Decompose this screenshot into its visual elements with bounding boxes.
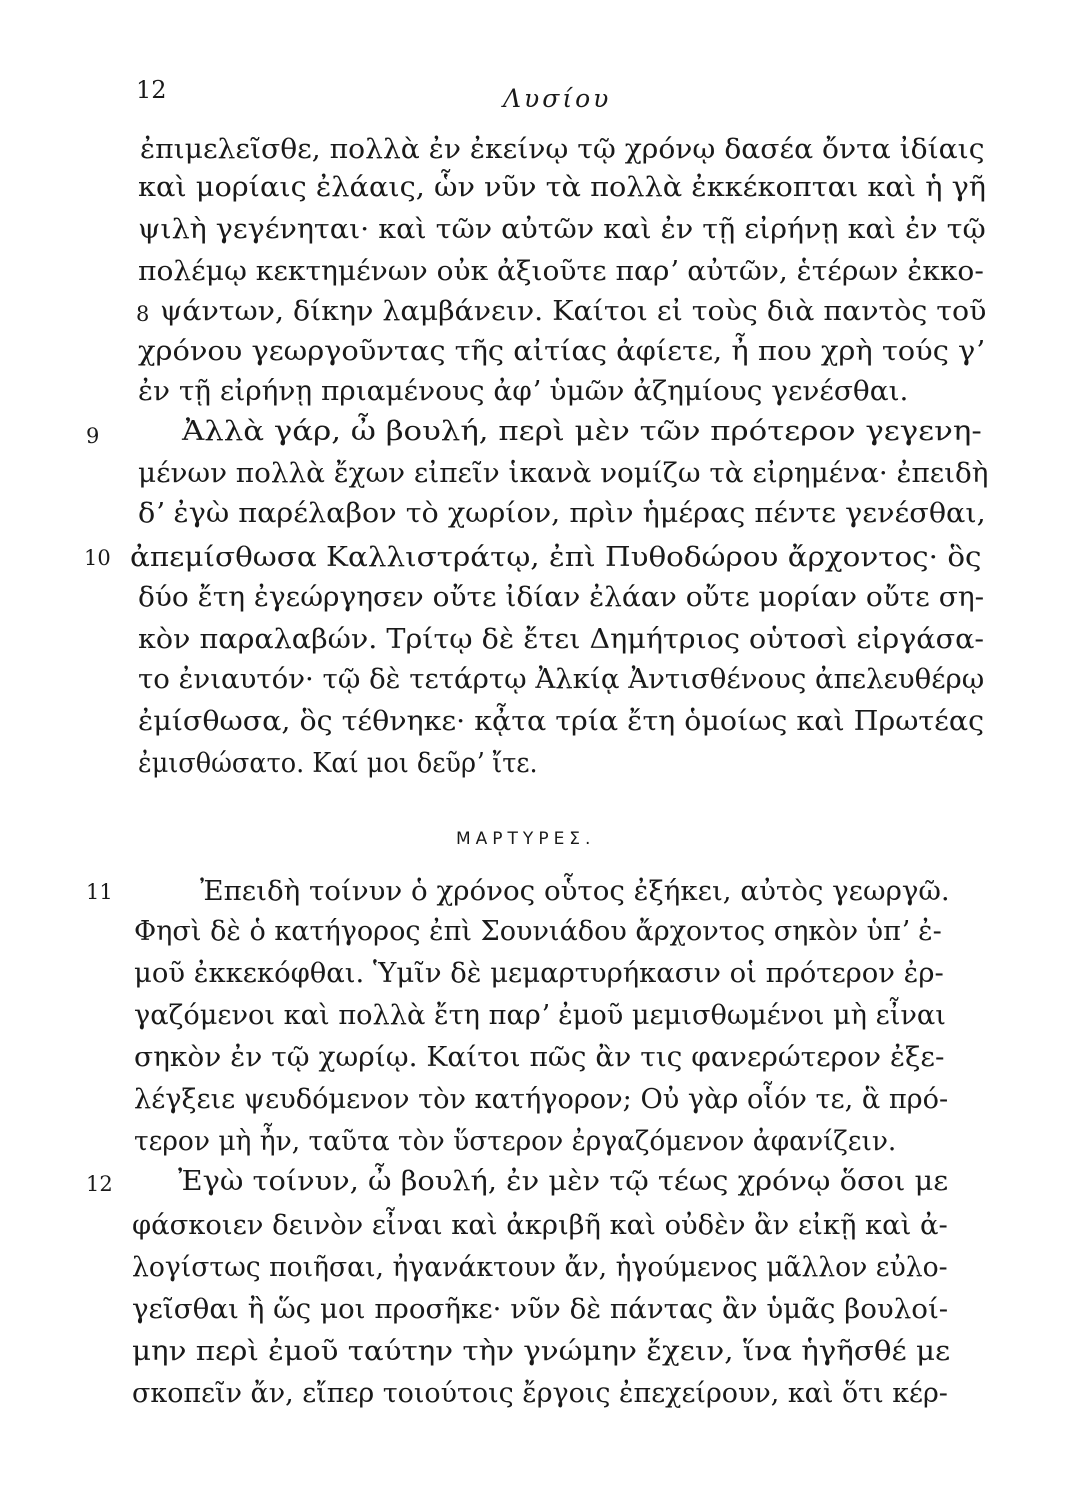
text-line: ψιλὴ γεγένηται· καὶ τῶν αὐτῶν καὶ ἐν τῇ εἰρήνῃ καὶ ἐν τῷ: [138, 214, 986, 245]
running-head: Λυσίου: [503, 84, 612, 113]
text-line: καὶ μορίαις ἐλάαις, ὧν νῦν τὰ πολλὰ ἐκκέκοπται καὶ ἡ γῆ: [138, 172, 986, 203]
text-line: λέγξειε ψευδόμενον τὸν κατήγορον; Οὐ γὰρ οἷόν τε, ἃ πρό-: [134, 1084, 949, 1115]
text-line: πολέμῳ κεκτημένων οὐκ ἀξιοῦτε παρʼ αὐτῶν, ἑτέρων ἐκκο-: [138, 256, 984, 287]
text-line: γαζόμενοι καὶ πολλὰ ἔτη παρʼ ἐμοῦ μεμισθωμένοι μὴ εἶναι: [134, 1000, 946, 1031]
text-line: Φησὶ δὲ ὁ κατήγορος ἐπὶ Σουνιάδου ἄρχοντος σηκὸν ὑπʼ ἐ-: [134, 916, 942, 947]
text-line: λογίστως ποιῆσαι, ἠγανάκτουν ἄν, ἡγούμενος μᾶλλον εὐλο-: [132, 1252, 948, 1283]
text-line: μοῦ ἐκκεκόφθαι. Ὑμῖν δὲ μεμαρτυρήκασιν οἱ πρότερον ἐρ-: [134, 958, 944, 989]
text-line: σηκὸν ἐν τῷ χωρίῳ. Καίτοι πῶς ἂν τις φανερώτερον ἐξε-: [134, 1042, 945, 1073]
text-line: μένων πολλὰ ἔχων εἰπεῖν ἱκανὰ νομίζω τὰ εἰρημένα· ἐπειδὴ: [138, 458, 989, 489]
page-number: 12: [136, 76, 167, 104]
margin-number: 12: [86, 1172, 113, 1196]
text-line: κὸν παραλαβών. Τρίτῳ δὲ ἔτει Δημήτριος οὑτοσὶ εἰργάσα-: [138, 624, 985, 655]
text-line: φάσκοιεν δεινὸν εἶναι καὶ ἀκριβῆ καὶ οὐδὲν ἂν εἰκῇ καὶ ἀ-: [132, 1210, 948, 1241]
text-line: δʼ ἐγὼ παρέλαβον τὸ χωρίον, πρὶν ἡμέρας πέντε γενέσθαι,: [138, 498, 986, 529]
text-line: ἐμισθώσατο. Καί μοι δεῦρʼ ἴτε.: [138, 748, 538, 779]
text-line: ψάντων, δίκην λαμβάνειν. Καίτοι εἰ τοὺς διὰ παντὸς τοῦ: [160, 296, 987, 327]
text-line: το ἐνιαυτόν· τῷ δὲ τετάρτῳ Ἀλκίᾳ Ἀντισθένους ἀπελευθέρῳ: [138, 664, 985, 695]
text-line: γεῖσθαι ἢ ὥς μοι προσῆκε· νῦν δὲ πάντας ἂν ὑμᾶς βουλοί-: [132, 1294, 949, 1325]
text-line: ἐπιμελεῖσθε, πολλὰ ἐν ἐκείνῳ τῷ χρόνῳ δασέα ὄντα ἰδίαις: [140, 134, 985, 165]
text-line: δύο ἔτη ἐγεώργησεν οὔτε ἰδίαν ἐλάαν οὔτε μορίαν οὔτε ση-: [138, 582, 985, 613]
text-line: ἐμίσθωσα, ὃς τέθνηκε· κᾆτα τρία ἔτη ὁμοίως καὶ Πρωτέας: [138, 706, 985, 737]
margin-number: 11: [86, 880, 113, 904]
text-line: ἀπεμίσθωσα Καλλιστράτῳ, ἐπὶ Πυθοδώρου ἄρχοντος· ὃς: [130, 542, 982, 573]
text-line: μην περὶ ἐμοῦ ταύτην τὴν γνώμην ἔχειν, ἵνα ἡγῆσθέ με: [132, 1336, 951, 1367]
text-line: σκοπεῖν ἄν, εἴπερ τοιούτοις ἔργοις ἐπεχείρουν, καὶ ὅτι κέρ-: [132, 1378, 948, 1409]
margin-number: 10: [84, 546, 111, 570]
text-line: χρόνου γεωργοῦντας τῆς αἰτίας ἀφίετε, ἦ που χρὴ τούς γʼ: [138, 336, 985, 367]
section-heading: ΜΑΡΤΥΡΕΣ.: [456, 829, 596, 849]
text-line: Ἐγὼ τοίνυν, ὦ βουλή, ἐν μὲν τῷ τέως χρόνῳ ὅσοι με: [178, 1166, 949, 1197]
text-line: Ἀλλὰ γάρ, ὦ βουλή, περὶ μὲν τῶν πρότερον γεγενη-: [182, 416, 982, 447]
margin-number: 9: [86, 424, 100, 448]
text-line: ἐν τῇ εἰρήνῃ πριαμένους ἀφʼ ὑμῶν ἀζημίους γενέσθαι.: [138, 376, 909, 407]
text-line: Ἐπειδὴ τοίνυν ὁ χρόνος οὗτος ἐξήκει, αὐτὸς γεωργῶ.: [200, 876, 950, 907]
margin-number: 8: [136, 302, 150, 326]
text-line: τερον μὴ ἦν, ταῦτα τὸν ὕστερον ἐργαζόμενον ἀφανίζειν.: [134, 1126, 897, 1157]
